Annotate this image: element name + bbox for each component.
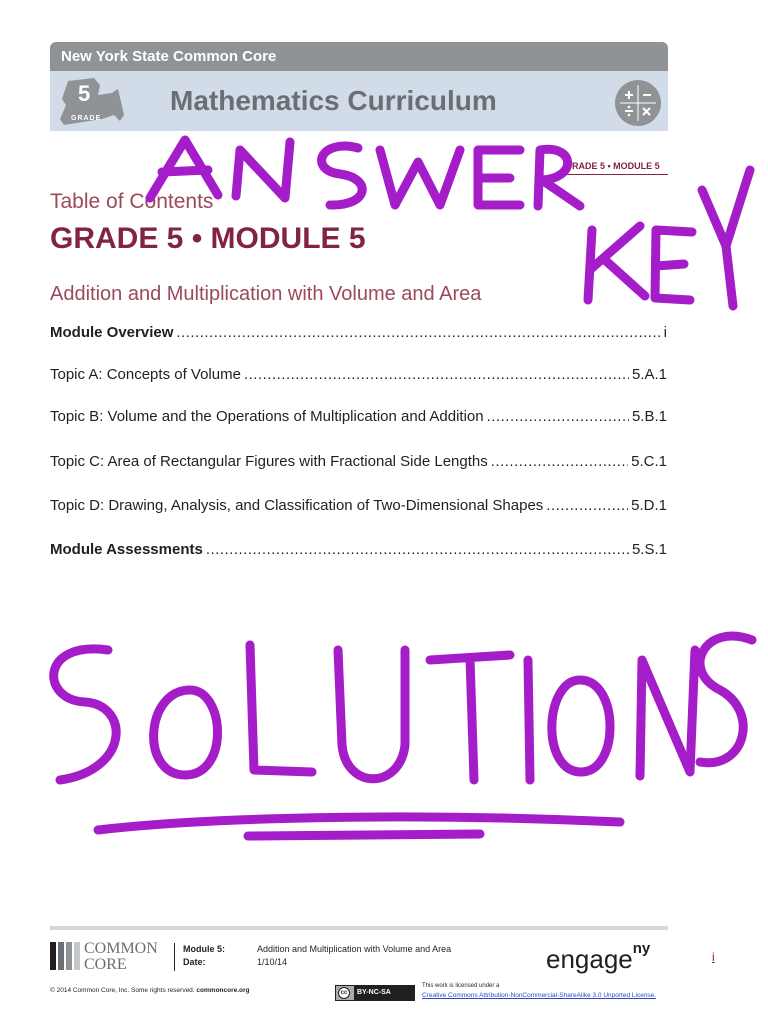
footer-rule <box>50 926 668 930</box>
engage-text: engage <box>546 944 633 974</box>
toc-leader-dots <box>487 408 629 425</box>
engageny-logo <box>546 940 651 975</box>
toc-entry-page: i <box>663 324 667 341</box>
cc-license-badge-text: BY-NC-SA <box>354 986 414 1000</box>
license-link[interactable]: Creative Commons Attribution-NonCommercial-ShareAlike 3.0 Unported License. <box>422 992 657 999</box>
toc-entry-page: 5.A.1 <box>631 366 667 383</box>
toc-entry-module-assessments[interactable] <box>50 541 667 561</box>
cc-icon: cc <box>338 987 350 999</box>
state-label: New York State Common Core <box>61 48 277 65</box>
toc-leader-dots <box>176 324 660 341</box>
toc-leader-dots <box>546 497 628 514</box>
toc-entry-topic-c[interactable] <box>50 453 667 473</box>
copyright-site[interactable]: commoncore.org <box>196 987 250 994</box>
toc-entry-text: Topic A: Concepts of Volume <box>50 366 241 383</box>
footer-date-value: 1/10/14 <box>257 957 288 967</box>
grade-word: GRADE <box>71 115 102 122</box>
cc-license-badge[interactable] <box>335 985 415 1001</box>
grade-number: 5 <box>78 81 91 106</box>
toc-entry-text: Topic B: Volume and the Operations of Multiplication and Addition <box>50 408 484 425</box>
toc-leader-dots <box>491 453 628 470</box>
page-title: GRADE 5 • MODULE 5 <box>50 222 366 255</box>
plus-minus-divide-times-icon <box>614 79 662 127</box>
common-core-brand-line1: COMMON <box>84 940 158 957</box>
grade-module-tag-rule <box>562 174 668 175</box>
toc-entry-topic-a[interactable] <box>50 366 667 386</box>
common-core-logo-icon <box>50 942 80 970</box>
toc-entry-text: Module Overview <box>50 324 174 341</box>
copyright-text: © 2014 Common Core, Inc. Some rights reserved. <box>50 987 195 994</box>
module-subtitle: Addition and Multiplication with Volume and Area <box>50 283 482 305</box>
toc-entry-topic-b[interactable] <box>50 408 667 428</box>
toc-entry-text: Module Assessments <box>50 541 203 558</box>
toc-entry-page: 5.D.1 <box>631 497 667 514</box>
page-number[interactable]: i <box>712 950 715 964</box>
footer-module-label: Module 5: <box>183 944 225 954</box>
common-core-brand-line2: CORE <box>84 956 127 973</box>
toc-entry-module-overview[interactable] <box>50 324 667 344</box>
footer-divider <box>174 943 175 971</box>
footer-module-value: Addition and Multiplication with Volume and Area <box>257 944 452 954</box>
toc-leader-dots <box>206 541 629 558</box>
toc-entry-page: 5.B.1 <box>631 408 667 425</box>
license-intro: This work is licensed under a <box>422 983 500 989</box>
toc-entry-page: 5.C.1 <box>631 453 667 470</box>
footer-date-label: Date: <box>183 957 206 967</box>
copyright-notice <box>50 987 250 994</box>
header-banner-main <box>50 71 668 131</box>
engage-ny-text: ny <box>632 940 651 957</box>
toc-entry-text: Topic D: Drawing, Analysis, and Classification of Two-Dimensional Shapes <box>50 497 544 514</box>
curriculum-title: Mathematics Curriculum <box>170 85 497 116</box>
toc-leader-dots <box>244 366 629 383</box>
toc-entry-page: 5.S.1 <box>631 541 667 558</box>
toc-entry-text: Topic C: Area of Rectangular Figures with Fractional Side Lengths <box>50 453 488 470</box>
grade-module-tag: GRADE 5 • MODULE 5 <box>565 161 660 171</box>
header-banner-top <box>50 42 668 71</box>
toc-label: Table of Contents <box>50 190 214 213</box>
toc-entry-topic-d[interactable] <box>50 497 667 517</box>
